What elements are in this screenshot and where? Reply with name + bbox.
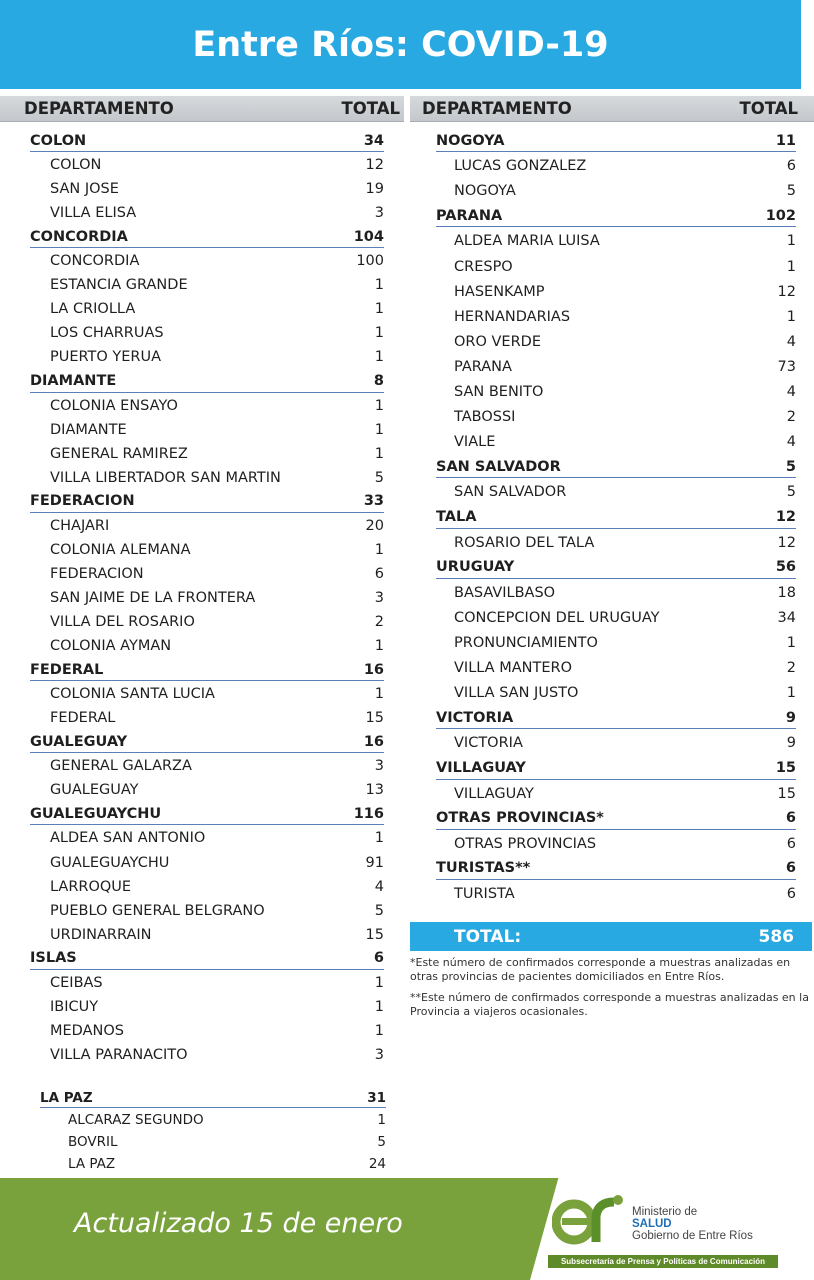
- department-total: 6: [373, 950, 384, 967]
- locality-name: PUERTO YERUA: [50, 349, 162, 366]
- locality-name: LOS CHARRUAS: [50, 325, 164, 342]
- locality-total: 6: [374, 565, 384, 582]
- locality-total: 1: [374, 397, 384, 414]
- department-row: [436, 456, 796, 478]
- locality-name: VICTORIA: [454, 735, 523, 752]
- locality-row: [454, 682, 796, 704]
- logo-line-1: Ministerio de: [632, 1206, 698, 1218]
- locality-row: [454, 783, 796, 805]
- department-total: 116: [353, 805, 384, 822]
- department-row: [30, 371, 384, 393]
- department-row: [30, 226, 384, 248]
- locality-row: [454, 481, 796, 503]
- locality-total: 5: [377, 1134, 386, 1150]
- locality-name: BOVRIL: [68, 1134, 118, 1150]
- locality-row: [454, 381, 796, 403]
- locality-row: [68, 1110, 386, 1130]
- locality-total: 73: [777, 358, 796, 375]
- total-header: TOTAL: [341, 99, 400, 118]
- locality-name: BASAVILBASO: [454, 584, 556, 601]
- locality-name: VILLA LIBERTADOR SAN MARTIN: [50, 469, 281, 486]
- locality-total: 1: [374, 421, 384, 438]
- locality-total: 3: [374, 1046, 384, 1063]
- locality-total: 91: [365, 854, 384, 871]
- department-total: 56: [775, 559, 796, 576]
- department-total: 102: [765, 207, 796, 224]
- locality-total: 12: [777, 534, 796, 551]
- locality-name: ALCARAZ SEGUNDO: [68, 1112, 204, 1128]
- locality-row: [50, 178, 384, 200]
- locality-name: VIALE: [454, 434, 496, 451]
- locality-total: 2: [786, 660, 796, 677]
- locality-row: [454, 657, 796, 679]
- department-row: [436, 205, 796, 227]
- department-row: [436, 808, 796, 830]
- department-name: TURISTAS**: [436, 860, 531, 877]
- locality-row: [50, 900, 384, 922]
- department-name: CONCORDIA: [30, 228, 128, 245]
- locality-name: VILLAGUAY: [454, 785, 534, 802]
- locality-name: COLONIA SANTA LUCIA: [50, 686, 215, 703]
- locality-total: 1: [786, 635, 796, 651]
- locality-total: 5: [786, 484, 796, 501]
- department-header: DEPARTAMENTO: [24, 99, 174, 118]
- locality-name: CEIBAS: [50, 974, 103, 991]
- locality-row: [454, 632, 796, 654]
- locality-name: SAN SALVADOR: [454, 484, 567, 501]
- locality-total: 15: [365, 926, 384, 943]
- locality-row: [454, 406, 796, 428]
- locality-total: 24: [368, 1156, 386, 1172]
- locality-total: 4: [786, 333, 796, 350]
- locality-total: 5: [786, 183, 796, 200]
- locality-row: [454, 431, 796, 453]
- department-name: LA PAZ: [40, 1089, 93, 1106]
- locality-total: 1: [374, 325, 384, 342]
- department-total: 6: [785, 810, 796, 827]
- department-name: TALA: [436, 509, 477, 525]
- locality-name: DIAMANTE: [50, 421, 127, 438]
- locality-name: SAN JAIME DE LA FRONTERA: [50, 589, 256, 606]
- locality-total: 1: [377, 1112, 386, 1128]
- total-header: TOTAL: [739, 99, 798, 118]
- locality-name: COLONIA ENSAYO: [50, 397, 178, 414]
- locality-name: VILLA MANTERO: [454, 660, 572, 677]
- locality-total: 1: [374, 541, 384, 558]
- locality-name: HERNANDARIAS: [454, 308, 571, 325]
- department-total: 15: [775, 760, 796, 776]
- locality-row: [454, 883, 796, 905]
- locality-row: [50, 539, 384, 561]
- department-row: [30, 659, 384, 681]
- locality-total: 3: [374, 589, 384, 606]
- department-header: DEPARTAMENTO: [422, 99, 572, 118]
- locality-name: VILLA ELISA: [50, 205, 137, 222]
- locality-name: ROSARIO DEL TALA: [454, 534, 595, 551]
- locality-row: [50, 322, 384, 344]
- locality-total: 5: [374, 469, 384, 486]
- locality-row: [50, 755, 384, 777]
- locality-total: 100: [356, 253, 384, 270]
- locality-total: 1: [374, 686, 384, 703]
- locality-name: PARANA: [454, 358, 512, 375]
- locality-name: VILLA DEL ROSARIO: [50, 614, 195, 630]
- locality-name: PUEBLO GENERAL BELGRANO: [50, 902, 265, 919]
- locality-total: 2: [374, 614, 384, 630]
- department-name: VILLAGUAY: [436, 760, 526, 776]
- department-name: PARANA: [436, 207, 503, 224]
- locality-name: LA CRIOLLA: [50, 301, 136, 318]
- left-table: [0, 96, 404, 1172]
- press-office-strip: Subsecretaría de Prensa y Políticas de Comunicación: [548, 1255, 778, 1268]
- locality-row: [50, 972, 384, 994]
- locality-total: 15: [365, 710, 384, 727]
- locality-name: VILLA SAN JUSTO: [454, 685, 579, 702]
- department-row: [30, 803, 384, 825]
- locality-total: 1: [374, 445, 384, 462]
- department-total: 8: [373, 373, 384, 389]
- locality-total: 13: [365, 782, 384, 799]
- locality-name: COLON: [50, 157, 102, 174]
- locality-name: ORO VERDE: [454, 333, 541, 350]
- locality-name: VILLA PARANACITO: [50, 1046, 188, 1063]
- locality-name: TURISTA: [454, 886, 515, 902]
- locality-row: [454, 180, 796, 202]
- department-row: [30, 491, 384, 513]
- department-name: URUGUAY: [436, 559, 515, 576]
- department-name: GUALEGUAYCHU: [30, 805, 162, 822]
- locality-name: OTRAS PROVINCIAS: [454, 835, 597, 852]
- locality-name: TABOSSI: [454, 409, 516, 426]
- locality-total: 34: [777, 609, 796, 626]
- locality-total: 4: [374, 878, 384, 895]
- locality-name: SAN BENITO: [454, 384, 544, 400]
- locality-name: COLONIA ALEMANA: [50, 541, 191, 558]
- locality-name: GENERAL RAMIREZ: [50, 445, 188, 462]
- locality-total: 1: [374, 638, 384, 655]
- locality-name: PRONUNCIAMIENTO: [454, 635, 598, 651]
- right-table: [410, 96, 814, 902]
- locality-name: LUCAS GONZALEZ: [454, 158, 587, 175]
- locality-total: 20: [365, 517, 384, 534]
- locality-row: [50, 876, 384, 898]
- locality-total: 9: [786, 735, 796, 752]
- locality-name: LA PAZ: [68, 1156, 116, 1172]
- locality-total: 19: [365, 181, 384, 198]
- ministry-logo-text: [632, 1206, 753, 1242]
- locality-row: [50, 563, 384, 585]
- page-title: Entre Ríos: COVID-19: [0, 0, 801, 89]
- locality-row: [454, 306, 796, 328]
- locality-total: 12: [365, 157, 384, 174]
- locality-name: IBICUY: [50, 998, 99, 1015]
- locality-row: [50, 852, 384, 874]
- department-total: 5: [785, 458, 796, 475]
- locality-total: 1: [374, 974, 384, 991]
- locality-name: CONCEPCION DEL URUGUAY: [454, 609, 660, 626]
- locality-row: [50, 298, 384, 320]
- department-row: [436, 707, 796, 729]
- locality-total: 3: [374, 205, 384, 222]
- locality-total: 12: [777, 283, 796, 300]
- total-label: TOTAL:: [454, 926, 522, 947]
- right-table-header: [410, 96, 814, 122]
- department-row: [30, 948, 384, 970]
- locality-row: [454, 732, 796, 754]
- locality-row: [50, 250, 384, 272]
- locality-row: [50, 587, 384, 609]
- locality-row: [50, 707, 384, 729]
- department-row: [436, 858, 796, 880]
- department-total: 16: [363, 733, 384, 750]
- total-value: 586: [758, 926, 794, 947]
- locality-total: 1: [786, 685, 796, 702]
- locality-row: [50, 346, 384, 368]
- locality-row: [50, 274, 384, 296]
- locality-row: [454, 230, 796, 252]
- locality-row: [50, 467, 384, 489]
- locality-name: MEDANOS: [50, 1022, 124, 1039]
- locality-row: [454, 331, 796, 353]
- locality-row: [50, 827, 384, 849]
- department-name: FEDERAL: [30, 661, 104, 678]
- department-total: 34: [363, 132, 384, 149]
- department-total: 16: [363, 661, 384, 678]
- locality-total: 6: [786, 886, 796, 902]
- locality-row: [454, 532, 796, 554]
- locality-name: URDINARRAIN: [50, 926, 152, 943]
- locality-total: 1: [374, 301, 384, 318]
- locality-row: [50, 1020, 384, 1042]
- department-name: ISLAS: [30, 950, 77, 967]
- left-table-header: [0, 96, 404, 122]
- department-row: [40, 1088, 386, 1108]
- locality-name: CRESPO: [454, 258, 513, 275]
- footnote-other-provinces: *Este número de confirmados corresponde a muestras analizadas en otras provincias de pacientes domiciliados en Entre Ríos.: [410, 956, 791, 983]
- locality-name: FEDERACION: [50, 565, 144, 582]
- department-name: SAN SALVADOR: [436, 458, 561, 475]
- department-name: OTRAS PROVINCIAS*: [436, 810, 604, 827]
- locality-row: [50, 202, 384, 224]
- locality-total: 1: [374, 1022, 384, 1039]
- department-total: 33: [363, 493, 384, 510]
- locality-total: 15: [777, 785, 796, 802]
- locality-total: 4: [786, 384, 796, 400]
- department-total: 31: [367, 1089, 386, 1106]
- locality-name: ESTANCIA GRANDE: [50, 277, 188, 294]
- locality-row: [50, 779, 384, 801]
- locality-row: [50, 154, 384, 176]
- department-row: [436, 507, 796, 529]
- department-name: FEDERACION: [30, 493, 135, 510]
- locality-row: [454, 155, 796, 177]
- locality-row: [50, 515, 384, 537]
- department-name: DIAMANTE: [30, 373, 117, 389]
- locality-name: CONCORDIA: [50, 253, 140, 270]
- locality-name: COLONIA AYMAN: [50, 638, 172, 655]
- locality-total: 6: [786, 835, 796, 852]
- locality-total: 1: [374, 998, 384, 1015]
- locality-total: 1: [786, 308, 796, 325]
- locality-row: [50, 443, 384, 465]
- department-total: 9: [785, 709, 796, 726]
- department-total: 12: [775, 509, 796, 525]
- department-row: [436, 758, 796, 780]
- department-row: [436, 130, 796, 152]
- locality-name: CHAJARI: [50, 517, 110, 534]
- ministry-logo-icon: [552, 1190, 628, 1246]
- footnote-tourists: **Este número de confirmados corresponde a muestras analizadas en la Provincia a viajeros ocasionales.: [410, 991, 809, 1018]
- department-total: 6: [785, 860, 796, 877]
- department-name: GUALEGUAY: [30, 733, 128, 750]
- locality-row: [50, 1044, 384, 1066]
- locality-total: 5: [374, 902, 384, 919]
- locality-row: [50, 996, 384, 1018]
- locality-row: [68, 1154, 386, 1174]
- department-total: 104: [353, 228, 384, 245]
- locality-total: 1: [786, 258, 796, 275]
- locality-total: 1: [374, 349, 384, 366]
- department-row: [30, 731, 384, 753]
- locality-name: ALDEA SAN ANTONIO: [50, 830, 206, 847]
- locality-row: [50, 611, 384, 633]
- locality-row: [454, 356, 796, 378]
- locality-row: [454, 256, 796, 278]
- locality-name: ALDEA MARIA LUISA: [454, 233, 600, 250]
- locality-total: 6: [786, 158, 796, 175]
- locality-total: 18: [777, 584, 796, 601]
- locality-row: [454, 607, 796, 629]
- locality-name: FEDERAL: [50, 710, 116, 727]
- department-name: NOGOYA: [436, 132, 505, 149]
- locality-total: 1: [786, 233, 796, 250]
- department-name: COLON: [30, 132, 87, 149]
- department-name: VICTORIA: [436, 709, 514, 726]
- locality-total: 1: [374, 277, 384, 294]
- locality-row: [454, 281, 796, 303]
- locality-row: [454, 833, 796, 855]
- logo-line-3: Gobierno de Entre Ríos: [632, 1230, 753, 1242]
- locality-name: HASENKAMP: [454, 283, 545, 300]
- locality-total: 2: [786, 409, 796, 426]
- department-row: [30, 130, 384, 152]
- updated-date: Actualizado 15 de enero: [74, 1208, 403, 1239]
- department-total: 11: [775, 132, 796, 149]
- locality-row: [50, 683, 384, 705]
- locality-total: 4: [786, 434, 796, 451]
- locality-row: [50, 924, 384, 946]
- locality-name: GENERAL GALARZA: [50, 758, 192, 775]
- locality-name: SAN JOSE: [50, 181, 119, 198]
- locality-row: [50, 395, 384, 417]
- locality-name: GUALEGUAYCHU: [50, 854, 170, 871]
- locality-name: GUALEGUAY: [50, 782, 139, 799]
- locality-row: [50, 635, 384, 657]
- locality-row: [454, 582, 796, 604]
- locality-total: 3: [374, 758, 384, 775]
- logo-line-2: SALUD: [632, 1218, 672, 1230]
- locality-row: [50, 419, 384, 441]
- locality-row: [68, 1132, 386, 1152]
- grand-total-bar: [410, 922, 812, 951]
- locality-total: 1: [374, 830, 384, 847]
- locality-name: LARROQUE: [50, 878, 132, 895]
- department-row: [436, 557, 796, 579]
- locality-name: NOGOYA: [454, 183, 516, 200]
